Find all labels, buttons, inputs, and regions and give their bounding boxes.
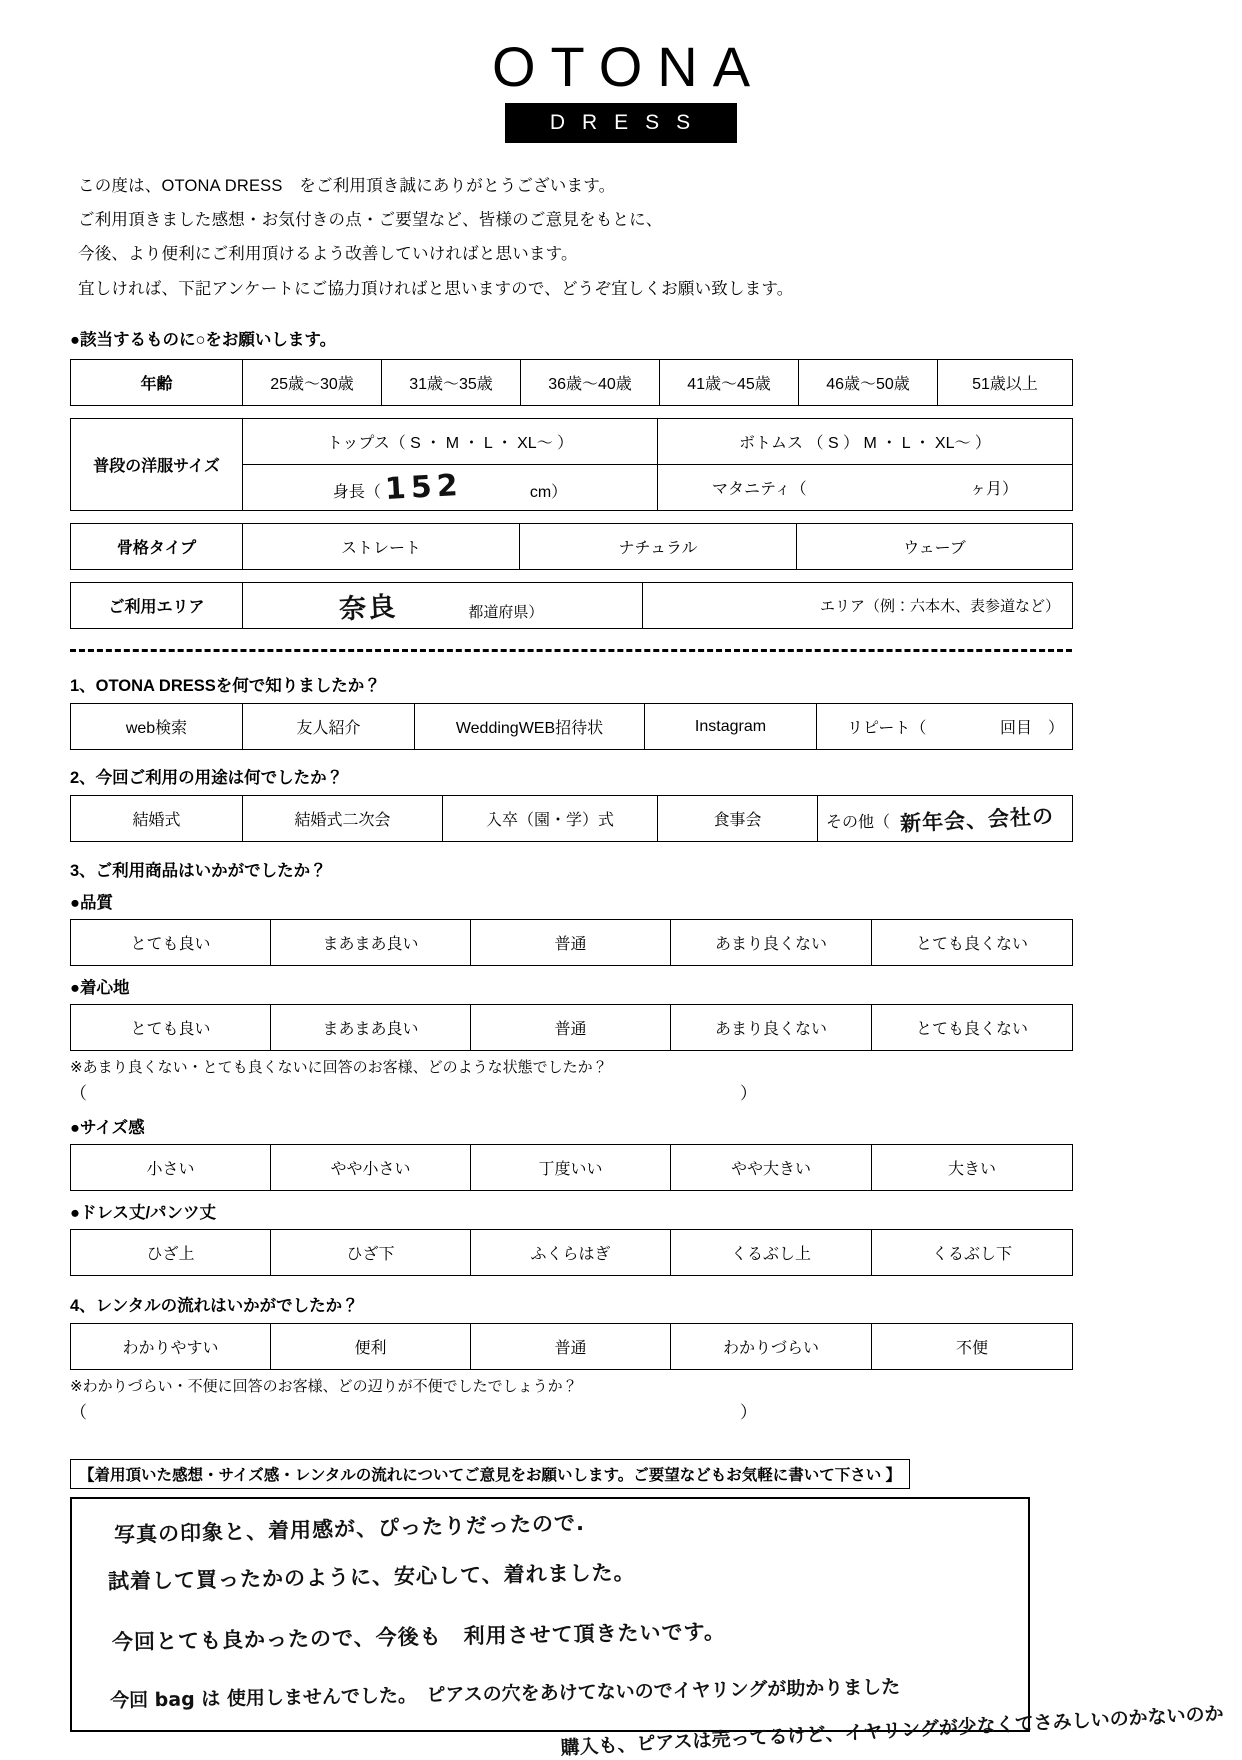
age-option-36-40[interactable]: 36歳〜40歳 xyxy=(521,360,660,406)
q1-option-weddingweb[interactable]: WeddingWEB招待状 xyxy=(415,704,645,750)
q4-table xyxy=(70,1323,1073,1370)
prefecture-cell[interactable] xyxy=(243,583,643,629)
instruction-line: ●該当するものに○をお願いします。 xyxy=(70,331,337,350)
height-label: 身長（ xyxy=(332,484,381,502)
age-option-25-30[interactable]: 25歳〜30歳 xyxy=(243,360,382,406)
q1-option-instagram[interactable]: Instagram xyxy=(645,704,817,750)
q3-fit-label: ●サイズ感 xyxy=(70,1119,145,1138)
flow-option-easy[interactable]: わかりやすい xyxy=(71,1324,271,1370)
length-option-below-ankle[interactable]: くるぶし下 xyxy=(872,1230,1073,1276)
q2-option-wedding[interactable]: 結婚式 xyxy=(71,796,243,842)
table-row xyxy=(71,360,1073,406)
q2-option-ceremony[interactable]: 入卒（園・学）式 xyxy=(443,796,658,842)
q2-table xyxy=(70,795,1073,842)
flow-option-confusing[interactable]: わかりづらい xyxy=(671,1324,872,1370)
age-option-51-plus[interactable]: 51歳以上 xyxy=(938,360,1073,406)
free-comment-line-2: 試着して買ったかのように、安心して、着れました。 xyxy=(107,1560,636,1594)
area-label: ご利用エリア xyxy=(71,583,243,629)
intro-line-4: 宜しければ、下記アンケートにご協力頂ければと思いますので、どうぞ宜しくお願い致します。 xyxy=(78,279,794,298)
maternity-label: マタニティ（ xyxy=(711,481,807,499)
q3-comfort-table xyxy=(70,1004,1073,1051)
q3-comfort-note: ※あまり良くない・とても良くないに回答のお客様、どのような状態でしたか？ xyxy=(70,1059,608,1077)
q3-length-label: ●ドレス丈/パンツ丈 xyxy=(70,1204,217,1223)
quality-option-normal[interactable]: 普通 xyxy=(471,920,671,966)
q3-comfort-answer-row[interactable] xyxy=(70,1079,1072,1104)
section-divider xyxy=(70,649,1072,652)
quality-option-not-good[interactable]: あまり良くない xyxy=(671,920,872,966)
table-row xyxy=(71,419,1073,465)
paren-close: ） xyxy=(740,1084,757,1104)
q3-quality-label: ●品質 xyxy=(70,894,113,913)
paren-open: （ xyxy=(70,1403,87,1423)
free-comment-line-5: 購入も、ピアスは売ってるけど、イヤリングが少なくてさみしいのかないのか xyxy=(559,1702,1225,1760)
area-detail-cell[interactable] xyxy=(643,583,1073,629)
table-row xyxy=(71,1324,1073,1370)
height-value: 152 xyxy=(384,468,464,508)
intro-line-3: 今後、より便利にご利用頂けるよう改善していければと思います。 xyxy=(78,245,578,264)
fit-option-slightly-large[interactable]: やや大きい xyxy=(671,1145,872,1191)
q1-option-web-search[interactable]: web検索 xyxy=(71,704,243,750)
bone-option-natural[interactable]: ナチュラル xyxy=(520,524,797,570)
brand-name: OTONA xyxy=(491,35,766,98)
comfort-option-very-bad[interactable]: とても良くない xyxy=(872,1005,1073,1051)
comfort-option-very-good[interactable]: とても良い xyxy=(71,1005,271,1051)
fit-option-just-right[interactable]: 丁度いい xyxy=(471,1145,671,1191)
q3-fit-table xyxy=(70,1144,1073,1191)
table-row xyxy=(71,796,1073,842)
height-unit: cm） xyxy=(529,484,568,502)
quality-option-very-good[interactable]: とても良い xyxy=(71,920,271,966)
free-comment-box[interactable] xyxy=(70,1497,1030,1732)
free-comment-line-1: 写真の印象と、着用感が、ぴったりだったので. xyxy=(113,1510,586,1548)
tops-size-cell[interactable]: トップス（ S ・ M ・ L ・ XL〜 ） xyxy=(243,419,658,465)
age-option-31-35[interactable]: 31歳〜35歳 xyxy=(382,360,521,406)
comfort-option-fairly-good[interactable]: まあまあ良い xyxy=(271,1005,471,1051)
quality-option-very-bad[interactable]: とても良くない xyxy=(872,920,1073,966)
bone-type-label: 骨格タイプ xyxy=(71,524,243,570)
paren-close: ） xyxy=(740,1403,757,1423)
fit-option-small[interactable]: 小さい xyxy=(71,1145,271,1191)
area-table xyxy=(70,582,1073,629)
table-row xyxy=(71,920,1073,966)
length-option-above-ankle[interactable]: くるぶし上 xyxy=(671,1230,872,1276)
question-2-title: 2、今回ご利用の用途は何でしたか？ xyxy=(70,769,344,788)
fit-option-slightly-small[interactable]: やや小さい xyxy=(271,1145,471,1191)
intro-paragraph xyxy=(78,169,1242,306)
q1-option-friend[interactable]: 友人紹介 xyxy=(243,704,415,750)
q4-note: ※わかりづらい・不便に回答のお客様、どの辺りが不便でしたでしょうか？ xyxy=(70,1378,578,1396)
table-row xyxy=(71,1005,1073,1051)
maternity-cell[interactable] xyxy=(658,465,1073,511)
q2-option-other[interactable] xyxy=(818,796,1073,842)
question-3-title: 3、ご利用商品はいかがでしたか？ xyxy=(70,862,327,881)
table-row xyxy=(71,583,1073,629)
age-option-41-45[interactable]: 41歳〜45歳 xyxy=(660,360,799,406)
bone-option-straight[interactable]: ストレート xyxy=(243,524,520,570)
q2-other-label: その他（ xyxy=(826,813,891,831)
size-table xyxy=(70,418,1073,511)
table-row xyxy=(71,1145,1073,1191)
q3-quality-table xyxy=(70,919,1073,966)
bone-option-wave[interactable]: ウェーブ xyxy=(797,524,1073,570)
length-option-above-knee[interactable]: ひざ上 xyxy=(71,1230,271,1276)
intro-line-2: ご利用頂きました感想・お気付きの点・ご要望など、皆様のご意見をもとに、 xyxy=(78,211,663,230)
question-1-title: 1、OTONA DRESSを何で知りましたか？ xyxy=(70,677,381,696)
prefecture-hint: 都道府県） xyxy=(468,604,544,622)
free-comment-line-4: 今回 bag は 使用しませんでした。 ピアスの穴をあけてないのでイヤリングが助かりました xyxy=(109,1676,901,1712)
age-table xyxy=(70,359,1073,406)
free-comment-title: 【着用頂いた感想・サイズ感・レンタルの流れについてご意見をお願いします。ご要望などもお気軽に書いて下さい 】 xyxy=(70,1459,910,1489)
age-option-46-50[interactable]: 46歳〜50歳 xyxy=(799,360,938,406)
table-row xyxy=(71,704,1073,750)
length-option-calf[interactable]: ふくらはぎ xyxy=(471,1230,671,1276)
q3-length-table xyxy=(70,1229,1073,1276)
brand-logo xyxy=(0,0,1242,143)
q1-table xyxy=(70,703,1073,750)
brand-subtitle: DRESS xyxy=(505,103,737,143)
q1-option-repeat[interactable] xyxy=(817,704,1073,750)
age-label: 年齢 xyxy=(71,360,243,406)
q2-option-afterparty[interactable]: 結婚式二次会 xyxy=(243,796,443,842)
q2-option-dinner[interactable]: 食事会 xyxy=(658,796,818,842)
intro-line-1: この度は、OTONA DRESS をご利用頂き誠にありがとうございます。 xyxy=(78,176,616,195)
q2-other-value: 新年会、会社の xyxy=(899,803,1056,836)
table-row xyxy=(71,1230,1073,1276)
flow-option-convenient[interactable]: 便利 xyxy=(271,1324,471,1370)
bottoms-size-cell[interactable]: ボトムス （ S ） M ・ L ・ XL〜 ） xyxy=(658,419,1073,465)
flow-option-normal[interactable]: 普通 xyxy=(471,1324,671,1370)
fit-option-large[interactable]: 大きい xyxy=(872,1145,1073,1191)
prefecture-value: 奈良 xyxy=(338,591,399,626)
maternity-unit: ヶ月） xyxy=(970,481,1019,499)
question-4-title: 4、レンタルの流れはいかがでしたか？ xyxy=(70,1297,359,1316)
paren-open: （ xyxy=(70,1084,87,1104)
q1-repeat-label: リピート（ xyxy=(847,720,927,738)
comfort-option-not-good[interactable]: あまり良くない xyxy=(671,1005,872,1051)
comfort-option-normal[interactable]: 普通 xyxy=(471,1005,671,1051)
height-cell[interactable] xyxy=(243,465,658,511)
q1-repeat-count: 回目 ） xyxy=(999,720,1064,738)
bone-type-table xyxy=(70,523,1073,570)
size-label: 普段の洋服サイズ xyxy=(71,419,243,511)
q3-comfort-label: ●着心地 xyxy=(70,979,130,998)
flow-option-inconvenient[interactable]: 不便 xyxy=(872,1324,1073,1370)
table-row xyxy=(71,524,1073,570)
quality-option-fairly-good[interactable]: まあまあ良い xyxy=(271,920,471,966)
q4-answer-row[interactable] xyxy=(70,1398,1072,1423)
free-comment-line-3: 今回とても良かったので、今後も 利用させて頂きたいです。 xyxy=(111,1619,727,1655)
area-hint: エリア（例：六本木、表参道など） xyxy=(819,598,1060,616)
length-option-below-knee[interactable]: ひざ下 xyxy=(271,1230,471,1276)
